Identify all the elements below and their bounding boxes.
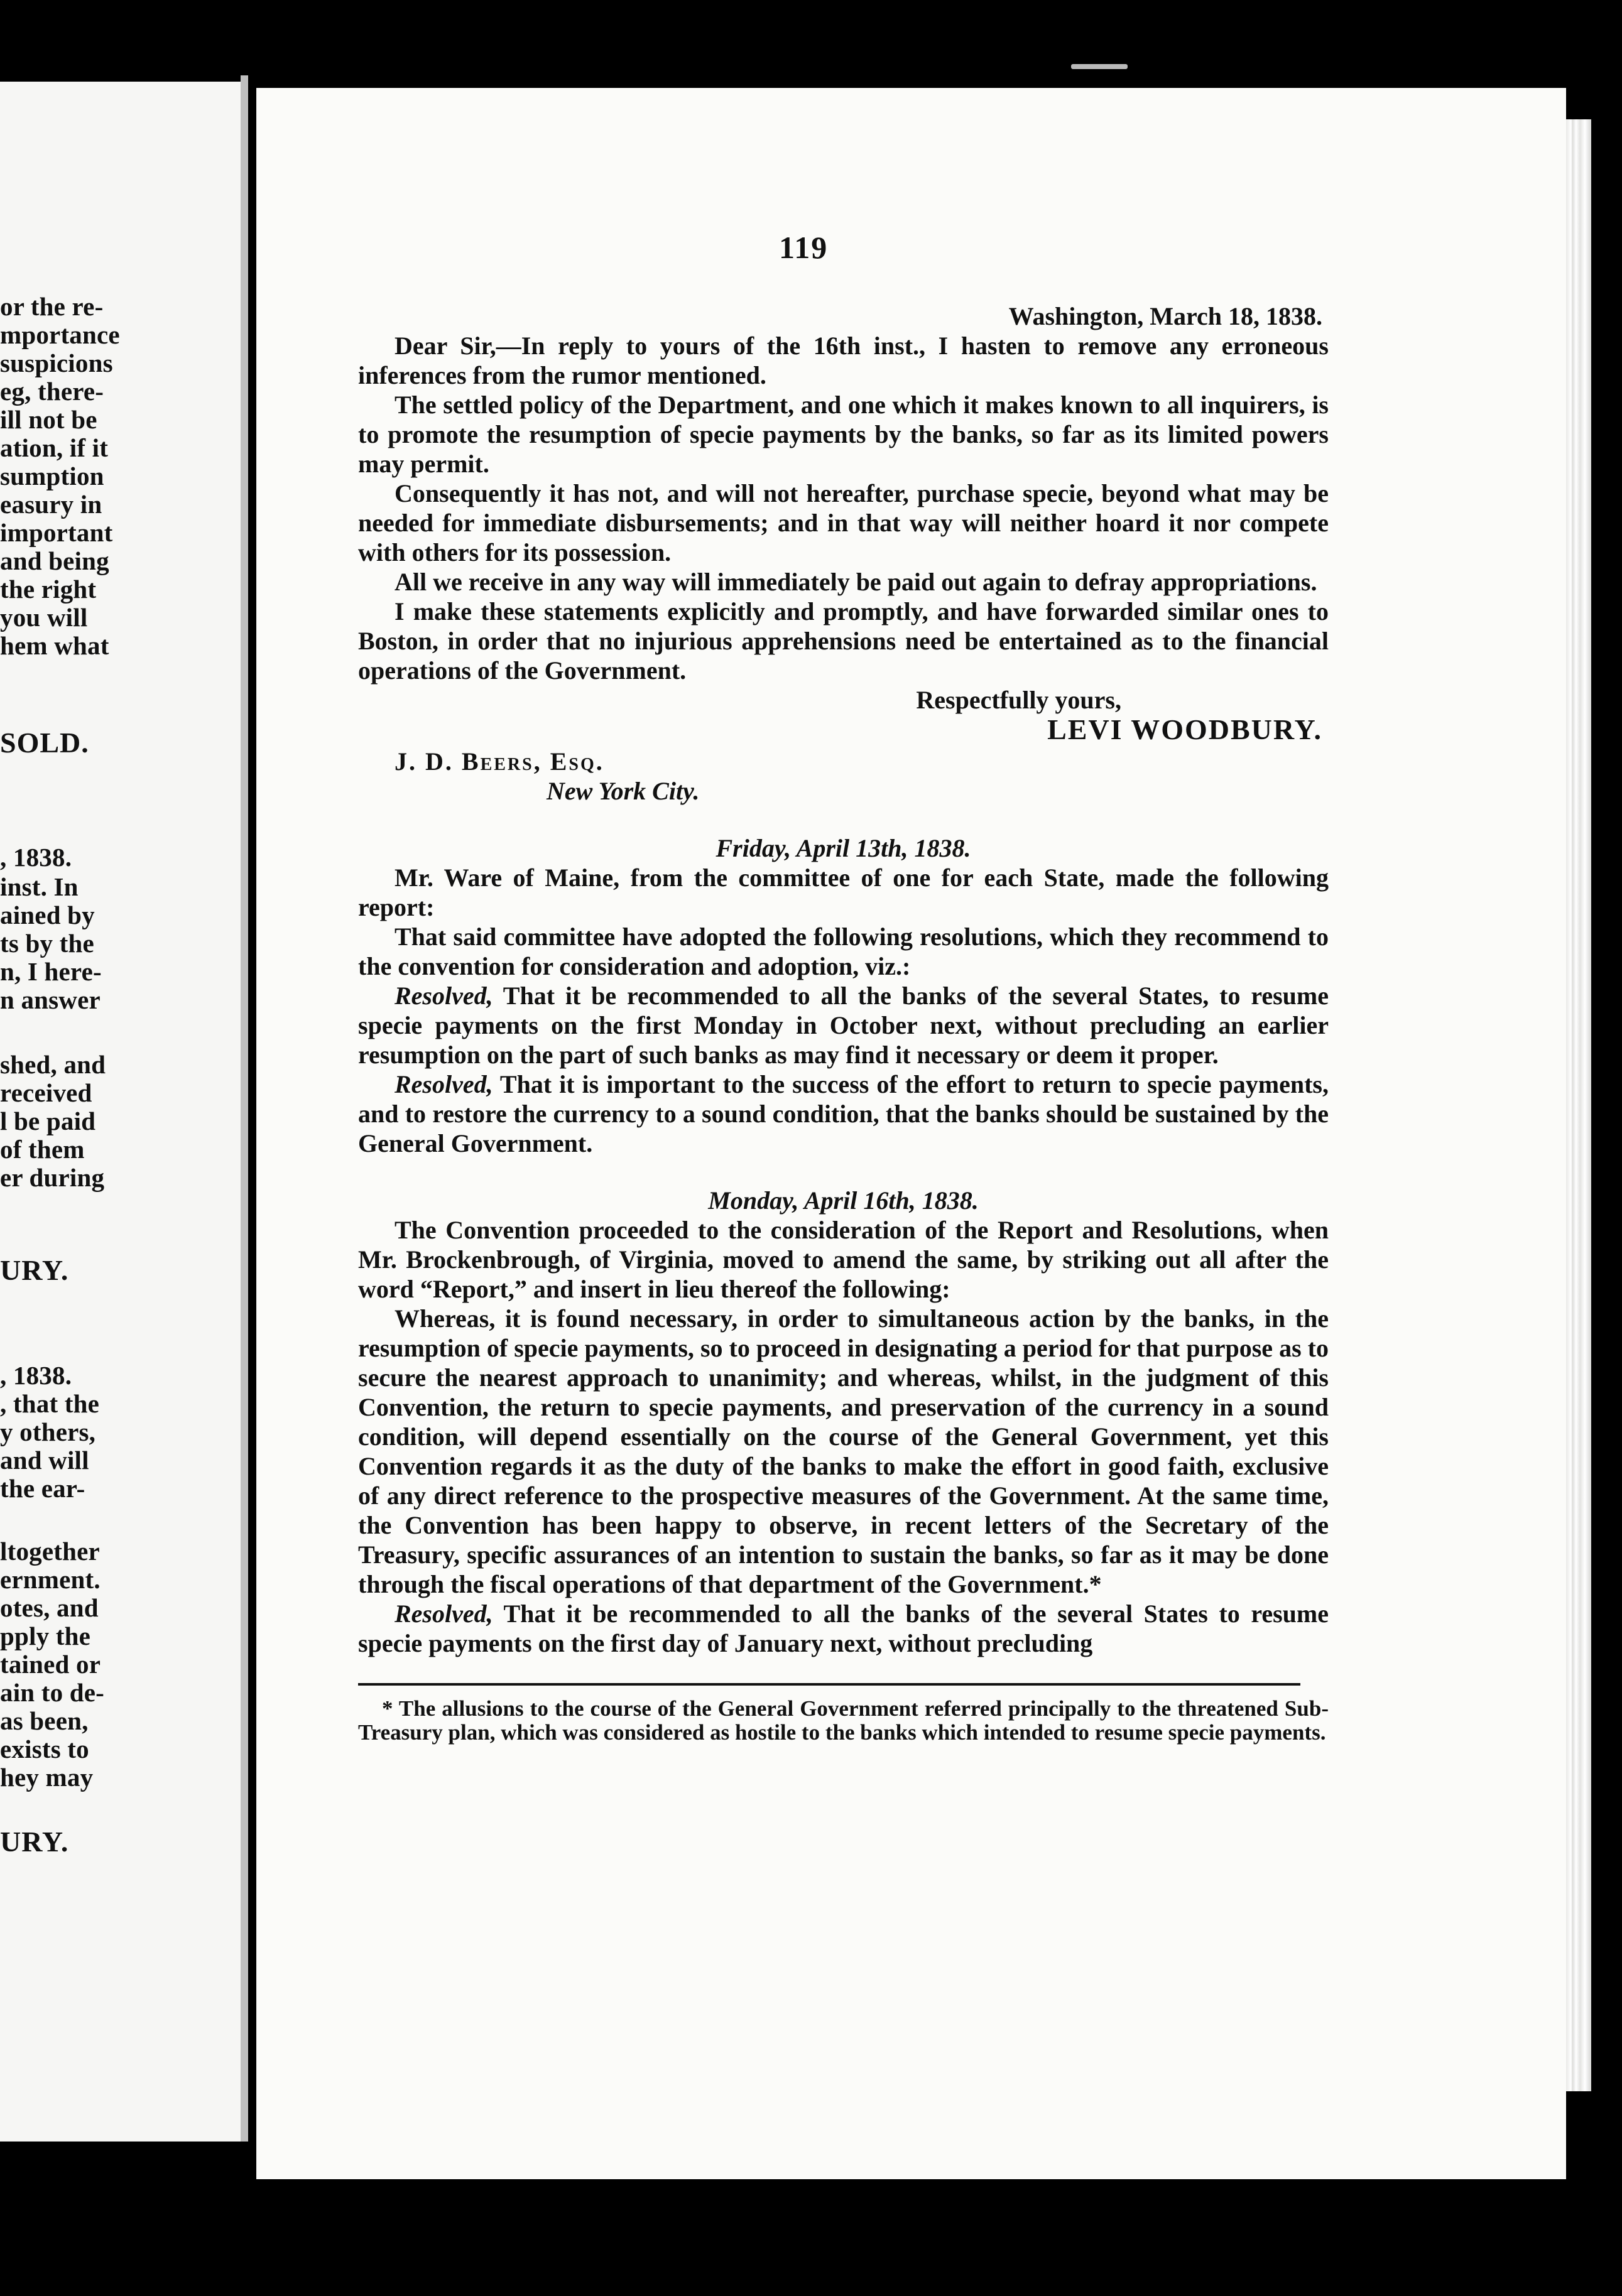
- left-page-fragment: n answer: [0, 985, 101, 1014]
- resolution: [358, 1599, 1329, 1658]
- section-paragraph: That said committee have adopted the following resolutions, which they recommend to the convention for consideration and adoption, viz.:: [358, 923, 1329, 980]
- resolution: [358, 1069, 1329, 1158]
- left-page-fragment: otes, and: [0, 1593, 99, 1622]
- left-page-fragment: y others,: [0, 1417, 96, 1446]
- left-page-fragment: , 1838.: [0, 1361, 72, 1390]
- left-page-fragment: the right: [0, 575, 97, 604]
- footnote: * The allusions to the course of the General Government referred principally to the threatened Sub-Treasury plan, which was considered as hostile to the banks which intended to resume specie payments.: [358, 1696, 1329, 1745]
- left-page-fragment: ernment.: [0, 1565, 101, 1594]
- letter-paragraph: I make these statements explicitly and promptly, and have forwarded similar ones to Boston, in order that no injurious apprehensions need be entertained as to the financial operations of the Government.: [358, 597, 1329, 685]
- left-page-fragment: ained by: [0, 901, 95, 929]
- left-page-fragment: , 1838.: [0, 843, 72, 872]
- letter-paragraph: Dear Sir,—In reply to yours of the 16th inst., I hasten to remove any erroneous inferences from the rumor mentioned.: [358, 332, 1329, 389]
- section-paragraph: Mr. Ware of Maine, from the committee of one for each State, made the following report:: [358, 864, 1329, 921]
- footnote-rule: [358, 1683, 1300, 1686]
- page-number: 119: [779, 230, 829, 265]
- left-page-fragment: ts by the: [0, 929, 94, 958]
- left-page-fragment: as been,: [0, 1706, 89, 1735]
- section-heading-monday: Monday, April 16th, 1838.: [708, 1186, 979, 1215]
- left-page-fragment: l be paid: [0, 1107, 96, 1135]
- section-heading-friday: Friday, April 13th, 1838.: [716, 834, 971, 862]
- left-page-fragment: hem what: [0, 631, 109, 660]
- left-page-fragment: ain to de-: [0, 1678, 104, 1707]
- resolution-label: Resolved,: [395, 1070, 493, 1098]
- left-page-fragment: the ear-: [0, 1474, 85, 1503]
- left-page-fragment: ation, if it: [0, 433, 109, 462]
- left-page-fragment: received: [0, 1078, 92, 1107]
- left-page-fragment: of them: [0, 1135, 85, 1164]
- left-page-fragment: sumption: [0, 462, 104, 490]
- left-page-fragment: ltogether: [0, 1537, 100, 1566]
- left-page-fragment: inst. In: [0, 872, 79, 901]
- section-paragraph: Whereas, it is found necessary, in order to simultaneous action by the banks, in the resumption of specie payments, so to proceed in designating a period for that purpose as to secure the nearest approach to unanimity; and whereas, whilst, in the judgment of this Convention, the return to specie payments, and preservation of the currency in a sound condition, will depend essentially on the course of the General Government, yet this Convention regards it as the duty of the banks to make the effort in good faith, exclusive of any direct reference to the prospective measures of the Government. At the same time, the Convention has been happy to observe, in recent letters of the Secretary of the Treasury, specific assurances of an intention to sustain the banks, so far as it may be done through the fiscal operations of that department of the Government.*: [358, 1304, 1329, 1598]
- letter-city: New York City.: [547, 777, 700, 805]
- resolution: [358, 981, 1329, 1069]
- left-page-fragment: SOLD.: [0, 727, 89, 759]
- page-stack-edge: [1566, 119, 1591, 2091]
- letter-dateline: Washington, March 18, 1838.: [1008, 302, 1322, 330]
- left-page-fragment: hey may: [0, 1763, 94, 1792]
- left-page-edge: [241, 75, 248, 2142]
- page-body: [358, 226, 1329, 1745]
- letter-paragraph: All we receive in any way will immediately be paid out again to defray appropriations.: [395, 568, 1317, 596]
- left-page-fragment: easury in: [0, 490, 102, 519]
- addressee-name: J. D. Beers, Esq.: [395, 747, 604, 776]
- left-page-fragment: and will: [0, 1446, 89, 1475]
- letter-paragraph: Consequently it has not, and will not hereafter, purchase specie, beyond what may be needed for immediate disbursements; and in that way will neither hoard it nor compete with others for its possession.: [358, 479, 1329, 566]
- left-page-fragment: or the re-: [0, 292, 104, 321]
- left-page-fragment: URY.: [0, 1826, 69, 1858]
- left-page-fragment: pply the: [0, 1622, 90, 1650]
- left-page-fragment: ill not be: [0, 405, 97, 434]
- letter-closing: Respectfully yours,: [916, 686, 1121, 714]
- left-page-fragment: suspicions: [0, 349, 113, 377]
- letter-signature: LEVI WOODBURY.: [1047, 713, 1322, 745]
- resolution-label: Resolved,: [395, 982, 493, 1010]
- left-page-fragment: shed, and: [0, 1050, 106, 1079]
- resolution-text: That it be recommended to all the banks of the several States, to resume specie payments on the first Monday in October next, without precluding an earlier resumption on the part of such banks as may find it necessary or deem it proper.: [358, 982, 1329, 1069]
- left-page-fragment: n, I here-: [0, 957, 102, 986]
- left-page-fragment: and being: [0, 546, 109, 575]
- scan-smudge: [1071, 64, 1128, 69]
- left-page-fragment: mportance: [0, 320, 120, 349]
- resolution-text: That it be recommended to all the banks of the several States to resume specie payments on the first day of January next, without precluding: [358, 1600, 1329, 1657]
- letter-addressee: [395, 747, 1329, 776]
- left-page-fragment: you will: [0, 603, 88, 632]
- left-page-fragment: er during: [0, 1163, 105, 1192]
- left-page-fragment: tained or: [0, 1650, 101, 1679]
- section-paragraph: The Convention proceeded to the consideration of the Report and Resolutions, when Mr. Brockenbrough, of Virginia, moved to amend the same, by striking out all after the word “Report,” and insert in lieu thereof the following:: [358, 1216, 1329, 1303]
- left-page-fragment: eg, there-: [0, 377, 104, 406]
- resolution-text: That it is important to the success of the effort to return to specie payments, and to restore the currency to a sound condition, that the banks should be sustained by the General Government.: [358, 1070, 1329, 1157]
- left-facing-page: [0, 82, 242, 2142]
- letter-paragraph: The settled policy of the Department, and one which it makes known to all inquirers, is to promote the resumption of specie payments by the banks, so far as its limited powers may permit.: [358, 391, 1329, 478]
- left-page-fragment: URY.: [0, 1254, 69, 1286]
- left-page-fragment: , that the: [0, 1389, 100, 1418]
- resolution-label: Resolved,: [395, 1600, 493, 1628]
- left-page-fragment: important: [0, 518, 113, 547]
- left-page-fragment: exists to: [0, 1735, 89, 1763]
